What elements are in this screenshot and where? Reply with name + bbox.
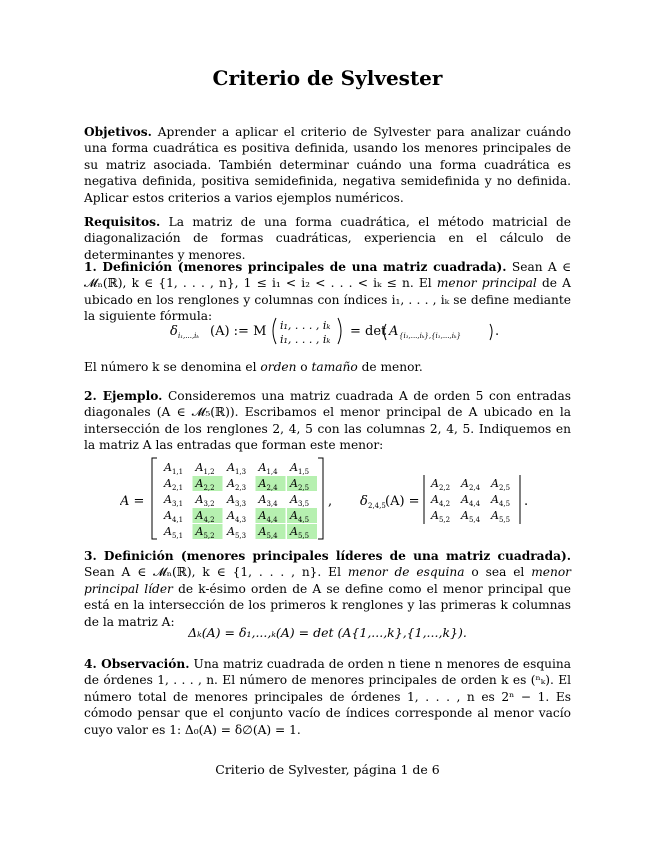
matrix-a: [163, 461, 317, 540]
objectives-paragraph: [84, 124, 571, 206]
matrix-entry: $A_{1,2}$: [195, 461, 215, 476]
definition-3-italic-b: menor principal líder: [84, 565, 571, 596]
matrix-entry: $A_{1,3}$: [227, 461, 247, 476]
matrix-entry: $A_{2,4}$: [258, 477, 278, 492]
minor-sub: 2,4,5: [368, 502, 386, 510]
order-italic-b: tamaño: [311, 360, 358, 374]
matrix-entry: $A_{3,5}$: [290, 493, 310, 508]
matrix-entry: $A_{2,5}$: [290, 477, 310, 492]
example-2-matrices: [120, 455, 540, 545]
matrix-entry: $A_{4,1}$: [164, 509, 184, 524]
matrix-entry: $A_{3,2}$: [195, 493, 215, 508]
matrix-entry: $A_{4,4}$: [258, 509, 278, 524]
example-2-paragraph: [84, 388, 571, 454]
matrix-entry: $A_{3,3}$: [227, 493, 247, 508]
matrix-entry: $A_{5,5}$: [290, 525, 310, 540]
definition-3-paragraph: [84, 548, 571, 630]
observation-4-text: Una matriz cuadrada de orden n tiene n menores de esquina de órdenes 1, . . . , n. El número de menores principales de orden k es (ⁿₖ). El número total de menores principales de órdenes 1, . . . , n es 2ⁿ − 1. Es cómodo pensar que el conjunto vacío de índices corresponde al menor vacío cuyo valor es 1: Δ₀(A) = δ∅(A) = 1.: [84, 657, 571, 737]
matrix-entry: $A_{5,4}$: [258, 525, 278, 540]
definition-1-text-a: Sean A ∈ 𝓜ₙ(ℝ), k ∈ {1, . . . , n}, 1 ≤ i₁ < i₂ < . . . < iₖ ≤ n. El: [84, 260, 572, 291]
minor-entry: $A_{5,4}$: [461, 509, 481, 524]
definition-1-label: 1. Definición (menores principales de una matriz cuadrada).: [84, 260, 507, 274]
matrix-entry: $A_{3,4}$: [258, 493, 278, 508]
order-text-c: de menor.: [357, 360, 423, 374]
minor-entry: $A_{4,2}$: [431, 493, 451, 508]
minor-tail: (A) =: [385, 494, 420, 509]
order-text-b: o: [296, 360, 312, 374]
definition-3-formula: Δₖ(A) = δ₁,...,ₖ(A) = det (A{1,...,k},{1,...,k}).: [188, 625, 467, 640]
matrix-entry: $A_{2,1}$: [164, 477, 184, 492]
matrix-entry: $A_{5,2}$: [195, 525, 215, 540]
order-italic-a: orden: [260, 360, 297, 374]
observation-4-paragraph: [84, 656, 571, 738]
matrix-entry: $A_{4,3}$: [227, 509, 247, 524]
matrix-label: A =: [120, 494, 145, 509]
requisites-paragraph: [84, 214, 571, 263]
minor-entry: $A_{2,4}$: [461, 477, 481, 492]
definition-1-text-b: de A ubicado en los renglones y columnas con índices i₁, . . . , iₖ se define mediante la siguiente fórmula:: [84, 276, 571, 324]
minor-entry: $A_{2,5}$: [491, 477, 511, 492]
order-text-a: El número k se denomina el: [84, 360, 261, 374]
definition-1-italic: menor principal: [436, 276, 537, 291]
definition-3-text-b: o sea el: [464, 565, 532, 580]
matrix-entry: $A_{2,2}$: [195, 477, 215, 492]
svg-text:A: A: [389, 324, 399, 339]
order-sentence: [84, 359, 571, 375]
svg-text:.: .: [495, 324, 500, 339]
matrix-entry: $A_{5,1}$: [164, 525, 184, 540]
requisites-label: Requisitos.: [84, 215, 161, 229]
definition-3-label: 3. Definición (menores principales líderes de una matriz cuadrada).: [84, 549, 571, 563]
matrix-entry: $A_{4,2}$: [195, 509, 215, 524]
matrix-entry: $A_{3,1}$: [164, 493, 184, 508]
example-2-label: 2. Ejemplo.: [84, 389, 163, 403]
minor-entry: $A_{4,5}$: [491, 493, 511, 508]
page-footer: Criterio de Sylvester, página 1 de 6: [215, 762, 440, 777]
minor-label: δ: [360, 494, 368, 509]
definition-1-formula: [160, 310, 500, 352]
svg-text:{i₁,...,iₖ},{i₁,...,iₖ}: {i₁,...,iₖ},{i₁,...,iₖ}: [399, 332, 461, 340]
minor-entry: $A_{2,2}$: [431, 477, 451, 492]
example-2-text: Consideremos una matriz cuadrada A de orden 5 con entradas diagonales (A ∈ 𝓜₅(ℝ)). Escribamos el menor principal de A ubicado en la intersección de los renglones 2, 4, 5 con las columnas 2, 4, 5. Indiquemos en la matriz A las entradas que forman este menor:: [84, 389, 571, 453]
minor-entry: $A_{5,2}$: [431, 509, 451, 524]
svg-text:,: ,: [328, 494, 333, 509]
formula-det: = det: [350, 324, 387, 339]
minor-entry: $A_{5,5}$: [491, 509, 511, 524]
formula-delta: δ: [170, 324, 178, 339]
matrix-entry: $A_{1,5}$: [290, 461, 310, 476]
minor-matrix: [430, 477, 510, 524]
matrix-entry: $A_{1,4}$: [258, 461, 278, 476]
matrix-entry: $A_{5,3}$: [227, 525, 247, 540]
page-title: Criterio de Sylvester: [212, 66, 443, 90]
objectives-text: Aprender a aplicar el criterio de Sylvester para analizar cuándo una forma cuadrática es positiva definida, usando los menores principales de su matriz asociada. También determinar cuándo una forma cuadrática es negativa definida, positiva semidefinida, negativa semidefinida y no definida. Aplicar estos criterios a varios ejemplos numéricos.: [84, 125, 571, 205]
svg-text:i₁, . . . , iₖ: i₁, . . . , iₖ: [280, 333, 331, 346]
definition-3-italic-a: menor de esquina: [347, 565, 465, 580]
matrix-entry: $A_{2,3}$: [227, 477, 247, 492]
matrix-entry: $A_{1,1}$: [164, 461, 184, 476]
objectives-label: Objetivos.: [84, 125, 152, 139]
formula-mid: (A) := M: [210, 324, 267, 339]
observation-4-label: 4. Observación.: [84, 657, 190, 671]
definition-3-text-a: Sean A ∈ 𝓜ₙ(ℝ), k ∈ {1, . . . , n}. El: [84, 565, 348, 580]
definition-3-text-c: de k-ésimo orden de A se define como el menor principal que está en la intersección de los primeros k renglones y las primeras k columnas de la matriz A:: [84, 581, 571, 629]
minor-entry: $A_{4,4}$: [461, 493, 481, 508]
svg-text:i₁, . . . , iₖ: i₁, . . . , iₖ: [280, 319, 331, 332]
formula-delta-sub: i₁,...,iₖ: [178, 332, 199, 340]
matrix-entry: $A_{4,5}$: [290, 509, 310, 524]
requisites-text: La matriz de una forma cuadrática, el método matricial de diagonalización de formas cuadráticas, experiencia en el cálculo de determinantes y menores.: [84, 215, 571, 262]
svg-text:.: .: [524, 494, 529, 509]
